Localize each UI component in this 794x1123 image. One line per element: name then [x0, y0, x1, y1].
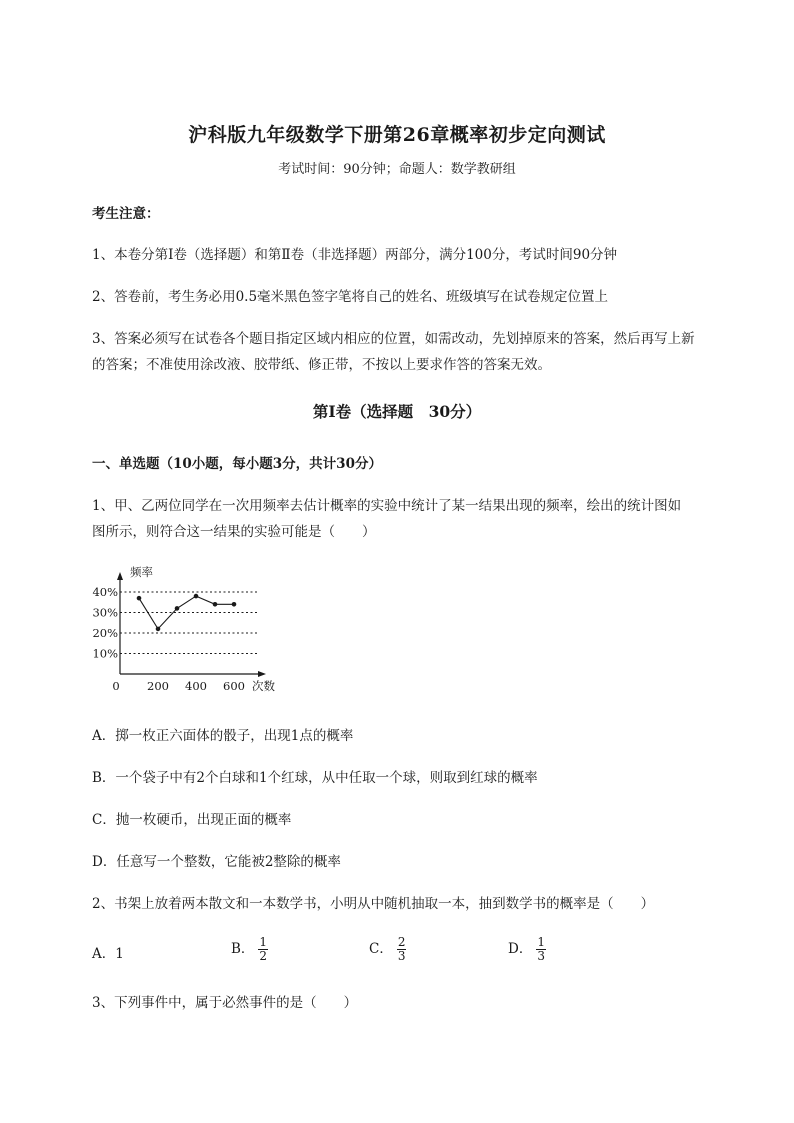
q2-option-b-label: B．	[231, 941, 255, 957]
frequency-chart	[90, 560, 300, 700]
y-tick-label: 30%	[92, 605, 118, 620]
data-point	[213, 602, 218, 607]
x-tick-label: 600	[223, 679, 245, 693]
q3-stem: 3、下列事件中，属于必然事件的是（ ）	[92, 995, 358, 1011]
data-point	[137, 596, 142, 601]
q1-option-b[interactable]: B．一个袋子中有2个白球和1个红球，从中任取一个球，则取到红球的概率	[92, 770, 538, 786]
x-tick-label: 200	[147, 679, 169, 693]
q1-stem-line1: 1、甲、乙两位同学在一次用频率去估计概率的实验中统计了某一结果出现的频率，绘出的统计图如	[92, 498, 682, 514]
q1-option-d[interactable]: D．任意写一个整数，它能被2整除的概率	[92, 854, 341, 870]
q2-option-c[interactable]	[369, 936, 406, 963]
notice-item-3-cont: 的答案；不准使用涂改液、胶带纸、修正带，不按以上要求作答的答案无效。	[92, 357, 551, 373]
fraction-denominator: 2	[259, 949, 268, 963]
page-title: 沪科版九年级数学下册第26章概率初步定向测试	[188, 124, 606, 146]
section-title: 第I卷（选择题 30分）	[312, 402, 482, 421]
q2-stem: 2、书架上放着两本散文和一本数学书，小明从中随机抽取一本，抽到数学书的概率是（ ）	[92, 896, 655, 912]
y-tick-label: 20%	[92, 626, 118, 640]
data-point	[194, 594, 199, 599]
q2-option-b-fraction	[258, 936, 268, 963]
fraction-denominator: 3	[397, 949, 406, 963]
q2-option-a[interactable]: A．1	[92, 946, 124, 962]
fraction-numerator: 1	[537, 935, 545, 949]
y-tick-label: 10%	[92, 646, 118, 661]
q1-option-c[interactable]: C．抛一枚硬币，出现正面的概率	[92, 812, 292, 828]
fraction-denominator: 3	[537, 949, 545, 963]
y-axis-arrow	[117, 572, 123, 580]
notice-item-3: 3、答案必须写在试卷各个题目指定区域内相应的位置，如需改动，先划掉原来的答案，然后再写上新	[92, 331, 695, 347]
q1-stem-line2: 图所示，则符合这一结果的实验可能是（ ）	[92, 524, 376, 540]
q2-option-d-fraction	[536, 936, 546, 963]
exam-info: 考试时间：90分钟；命题人：数学教研组	[278, 162, 516, 177]
notice-item-1: 1、本卷分第I卷（选择题）和第Ⅱ卷（非选择题）两部分，满分100分，考试时间90分钟	[92, 247, 618, 263]
part-title: 一、单选题（10小题，每小题3分，共计30分）	[92, 456, 382, 472]
notice-heading: 考生注意：	[92, 206, 160, 222]
q2-option-d[interactable]	[508, 936, 546, 963]
fraction-numerator: 1	[259, 935, 268, 949]
y-tick-label: 40%	[92, 585, 118, 599]
fraction-numerator: 2	[397, 935, 406, 949]
y-axis-label: 频率	[130, 565, 153, 579]
x-axis-arrow	[258, 671, 266, 677]
x-tick-label: 400	[185, 679, 207, 693]
x-tick-label: 0	[112, 679, 120, 693]
q2-option-d-label: D．	[508, 941, 533, 957]
q2-option-c-fraction	[397, 936, 407, 963]
data-point	[232, 602, 237, 607]
x-axis-label: 次数	[252, 679, 275, 693]
q2-option-c-label: C．	[369, 941, 393, 957]
data-point	[156, 627, 161, 632]
q2-option-b[interactable]	[231, 936, 268, 963]
notice-item-2: 2、答卷前，考生务必用0.5毫米黑色签字笔将自己的姓名、班级填写在试卷规定位置上	[92, 289, 609, 305]
data-point	[175, 606, 180, 611]
q1-option-a[interactable]: A．掷一枚正六面体的骰子，出现1点的概率	[92, 728, 354, 744]
